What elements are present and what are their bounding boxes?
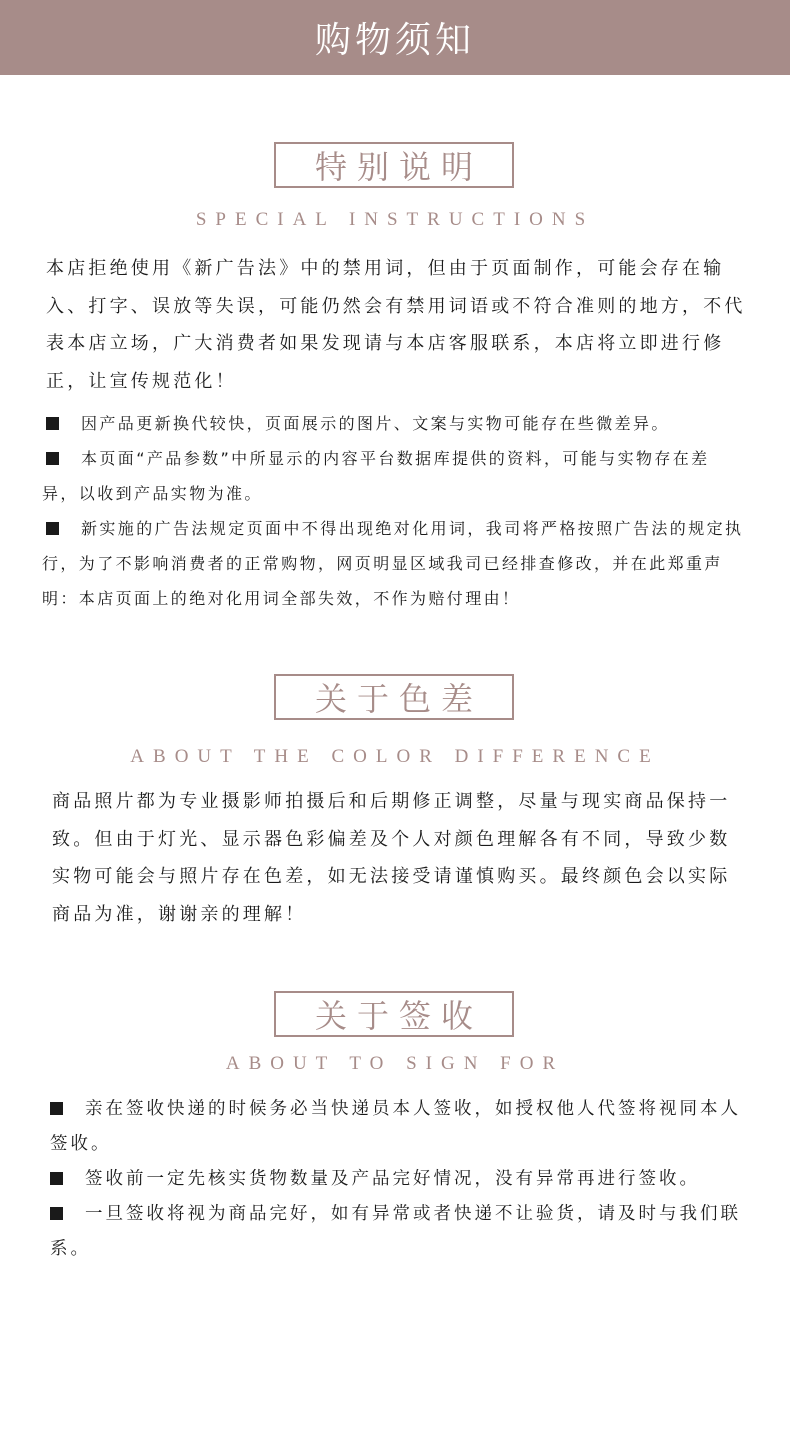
- special-item-3-text: 新实施的广告法规定页面中不得出现绝对化用词，我司将严格按照广告法的规定执行，为了不影响消费者的正常购物，网页明显区域我司已经排查修改，并在此郑重声明：本店页面上的绝对化用词全部失效，不作为赔付理由！: [42, 519, 744, 608]
- sign-subtitle: ABOUT TO SIGN FOR: [225, 1053, 565, 1074]
- special-title-box: [274, 142, 514, 188]
- bullet-square-icon: [46, 452, 59, 465]
- sign-item-1-text: 亲在签收快递的时候务必当快递员本人签收，如授权他人代签将视同本人签收。: [50, 1099, 741, 1154]
- top-banner: [0, 0, 790, 75]
- special-subtitle: SPECIAL INSTRUCTIONS: [195, 209, 595, 230]
- bullet-square-icon: [50, 1207, 63, 1220]
- sign-item-3-text: 一旦签收将视为商品完好，如有异常或者快递不让验货，请及时与我们联系。: [50, 1204, 741, 1259]
- special-item-3: [42, 511, 746, 616]
- special-item-2: [42, 441, 746, 511]
- sign-item-2-text: 签收前一定先核实货物数量及产品完好情况，没有异常再进行签收。: [85, 1169, 700, 1189]
- bullet-square-icon: [46, 417, 59, 430]
- special-intro: 本店拒绝使用《新广告法》中的禁用词，但由于页面制作，可能会存在输入、打字、误放等失误，可能仍然会有禁用词语或不符合准则的地方，不代表本店立场，广大消费者如果发现请与本店客服联系，本店将立即进行修正，让宣传规范化！: [46, 258, 746, 392]
- color-subtitle: ABOUT THE COLOR DIFFERENCE: [130, 746, 660, 767]
- sign-title-box: [274, 991, 514, 1037]
- bullet-square-icon: [46, 522, 59, 535]
- special-item-1-text: 因产品更新换代较快，页面展示的图片、文案与实物可能存在些微差异。: [81, 414, 670, 433]
- color-title-box: [274, 674, 514, 720]
- special-item-2-text: 本页面“产品参数”中所显示的内容平台数据库提供的资料，可能与实物存在差异，以收到产品实物为准。: [42, 449, 710, 503]
- color-text: 商品照片都为专业摄影师拍摄后和后期修正调整，尽量与现实商品保持一致。但由于灯光、显示器色彩偏差及个人对颜色理解各有不同，导致少数实物可能会与照片存在色差，如无法接受请谨慎购买。最终颜色会以实际商品为准，谢谢亲的理解！: [52, 791, 731, 925]
- sign-item-1: [50, 1092, 755, 1162]
- color-title: 关于色差: [314, 680, 483, 718]
- page-title: 购物须知: [314, 20, 475, 61]
- sign-item-3: [50, 1197, 755, 1267]
- bullet-square-icon: [50, 1102, 63, 1115]
- special-title: 特别说明: [314, 148, 483, 186]
- bullet-square-icon: [50, 1172, 63, 1185]
- sign-item-2: [50, 1162, 755, 1197]
- special-item-1: [46, 406, 746, 441]
- sign-title: 关于签收: [314, 997, 483, 1035]
